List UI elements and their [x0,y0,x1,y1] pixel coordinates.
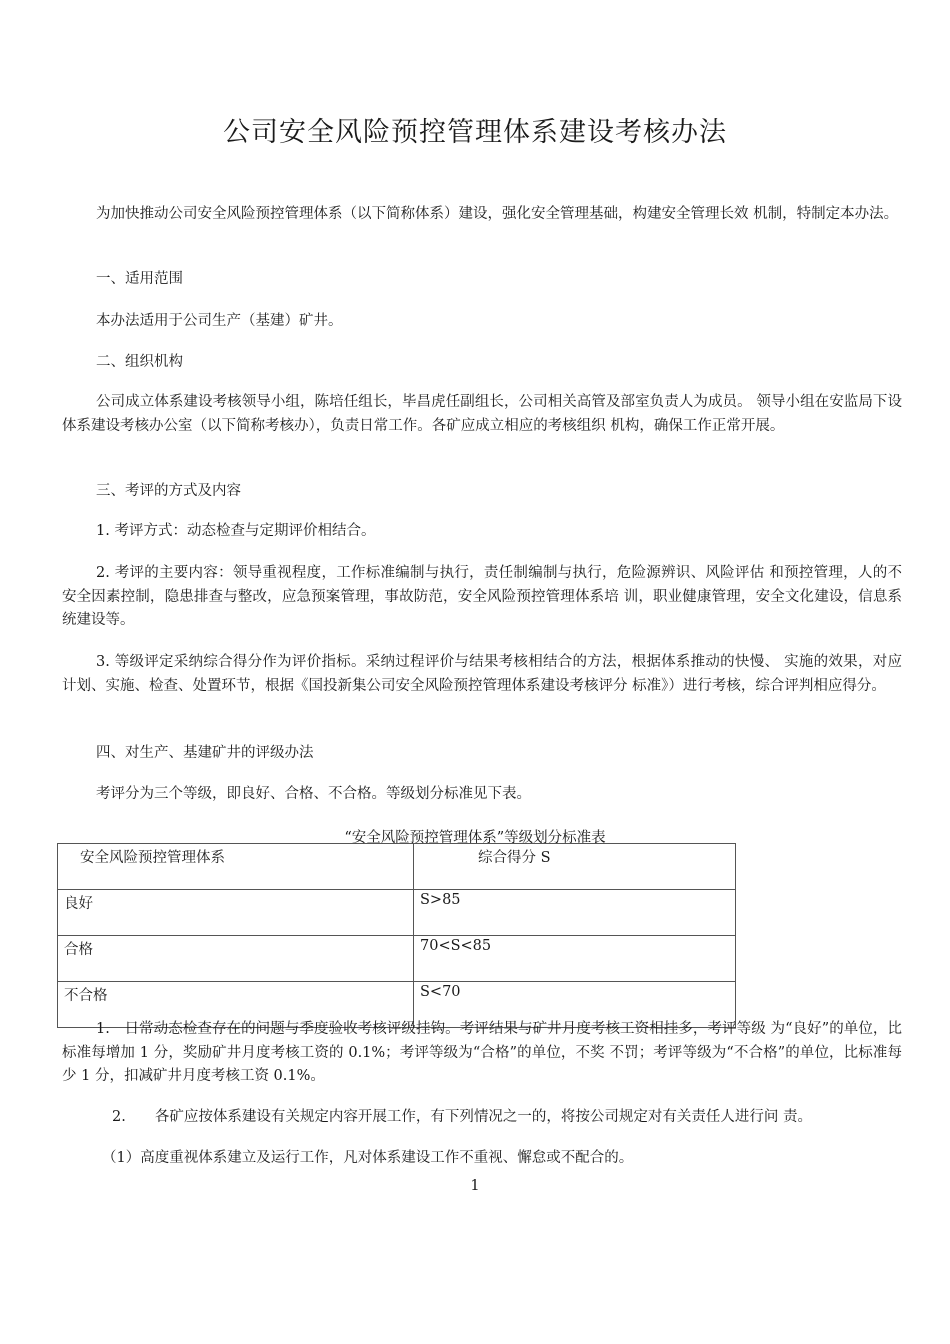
table-cell-grade: 良好 [58,890,414,936]
table-cell-grade: 不合格 [58,982,414,1028]
section-3-item-3: 3. 等级评定采纳综合得分作为评价指标。采纳过程评价与结果考核相结合的方法，根据体系推动的快慢、 实施的效果，对应计划、实施、检查、处置环节，根据《国投新集公司安全风险预控管理体系建设考核评分 标准》）进行考核，综合评判相应得分。 [62,654,902,694]
section-3-item-2: 2. 考评的主要内容：领导重视程度，工作标准编制与执行，责任制编制与执行，危险源辨识、风险评估 和预控管理，人的不安全因素控制，隐患排查与整改，应急预案管理，事故防范，安全风险预控管理体系培 训，职业健康管理，安全文化建设，信息系统建设等。 [62,565,902,628]
rule-paragraph-2: 2. 各矿应按体系建设有关规定内容开展工作，有下列情况之一的，将按公司规定对有关责任人进行问 责。 [112,1109,812,1125]
section-1-body: 本办法适用于公司生产（基建）矿井。 [96,313,343,329]
rule-paragraph-3: （1）高度重视体系建立及运行工作，凡对体系建设工作不重视、懈怠或不配合的。 [102,1150,634,1166]
table-row [58,936,736,982]
page-number: 1 [470,1178,480,1194]
table-caption: “安全风险预控管理体系”等级划分标准表 [344,830,606,846]
section-2-body: 公司成立体系建设考核领导小组，陈培任组长，毕昌虎任副组长，公司相关高管及部室负责人为成员。 领导小组在安监局下设体系建设考核办公室（以下简称考核办），负责日常工作。各矿应成立相应的考核组织 机构，确保工作正常开展。 [62,394,902,434]
table-header-row [58,844,736,890]
document-title: 公司安全风险预控管理体系建设考核办法 [223,117,727,148]
table-header-cell: 安全风险预控管理体系 [58,844,414,890]
intro-paragraph: 为加快推动公司安全风险预控管理体系（以下简称体系）建设，强化安全管理基础，构建安全管理长效 机制，特制定本办法。 [96,206,899,222]
table-cell-grade: 合格 [58,936,414,982]
section-2-heading: 二、组织机构 [96,354,183,370]
table-cell-score: S<70 [414,982,736,1028]
grade-standard-table [57,843,736,1028]
table-cell-score: S>85 [414,890,736,936]
section-4-body: 考评分为三个等级，即良好、合格、不合格。等级划分标准见下表。 [96,786,531,802]
section-3-heading: 三、考评的方式及内容 [96,483,241,499]
rule-paragraph-1: 1. 日常动态检查存在的问题与季度验收考核评级挂钩。考评结果与矿井月度考核工资相挂多，考评等级 为“良好”的单位，比标准每增加 1 分，奖励矿井月度考核工资的 0.1%；考评等级为“合格”的单位，不奖 不罚；考评等级为“不合格”的单位，比标准每少 1 分，扣减矿井月度考核工资 0.1%。 [62,1021,902,1084]
section-1-heading: 一、适用范围 [96,271,183,287]
section-3-item-1: 1. 考评方式：动态检查与定期评价相结合。 [96,523,376,539]
table-header-cell: 综合得分 S [414,844,736,890]
table-cell-score: 70<S<85 [414,936,736,982]
section-4-heading: 四、对生产、基建矿井的评级办法 [96,745,314,761]
table-row [58,890,736,936]
